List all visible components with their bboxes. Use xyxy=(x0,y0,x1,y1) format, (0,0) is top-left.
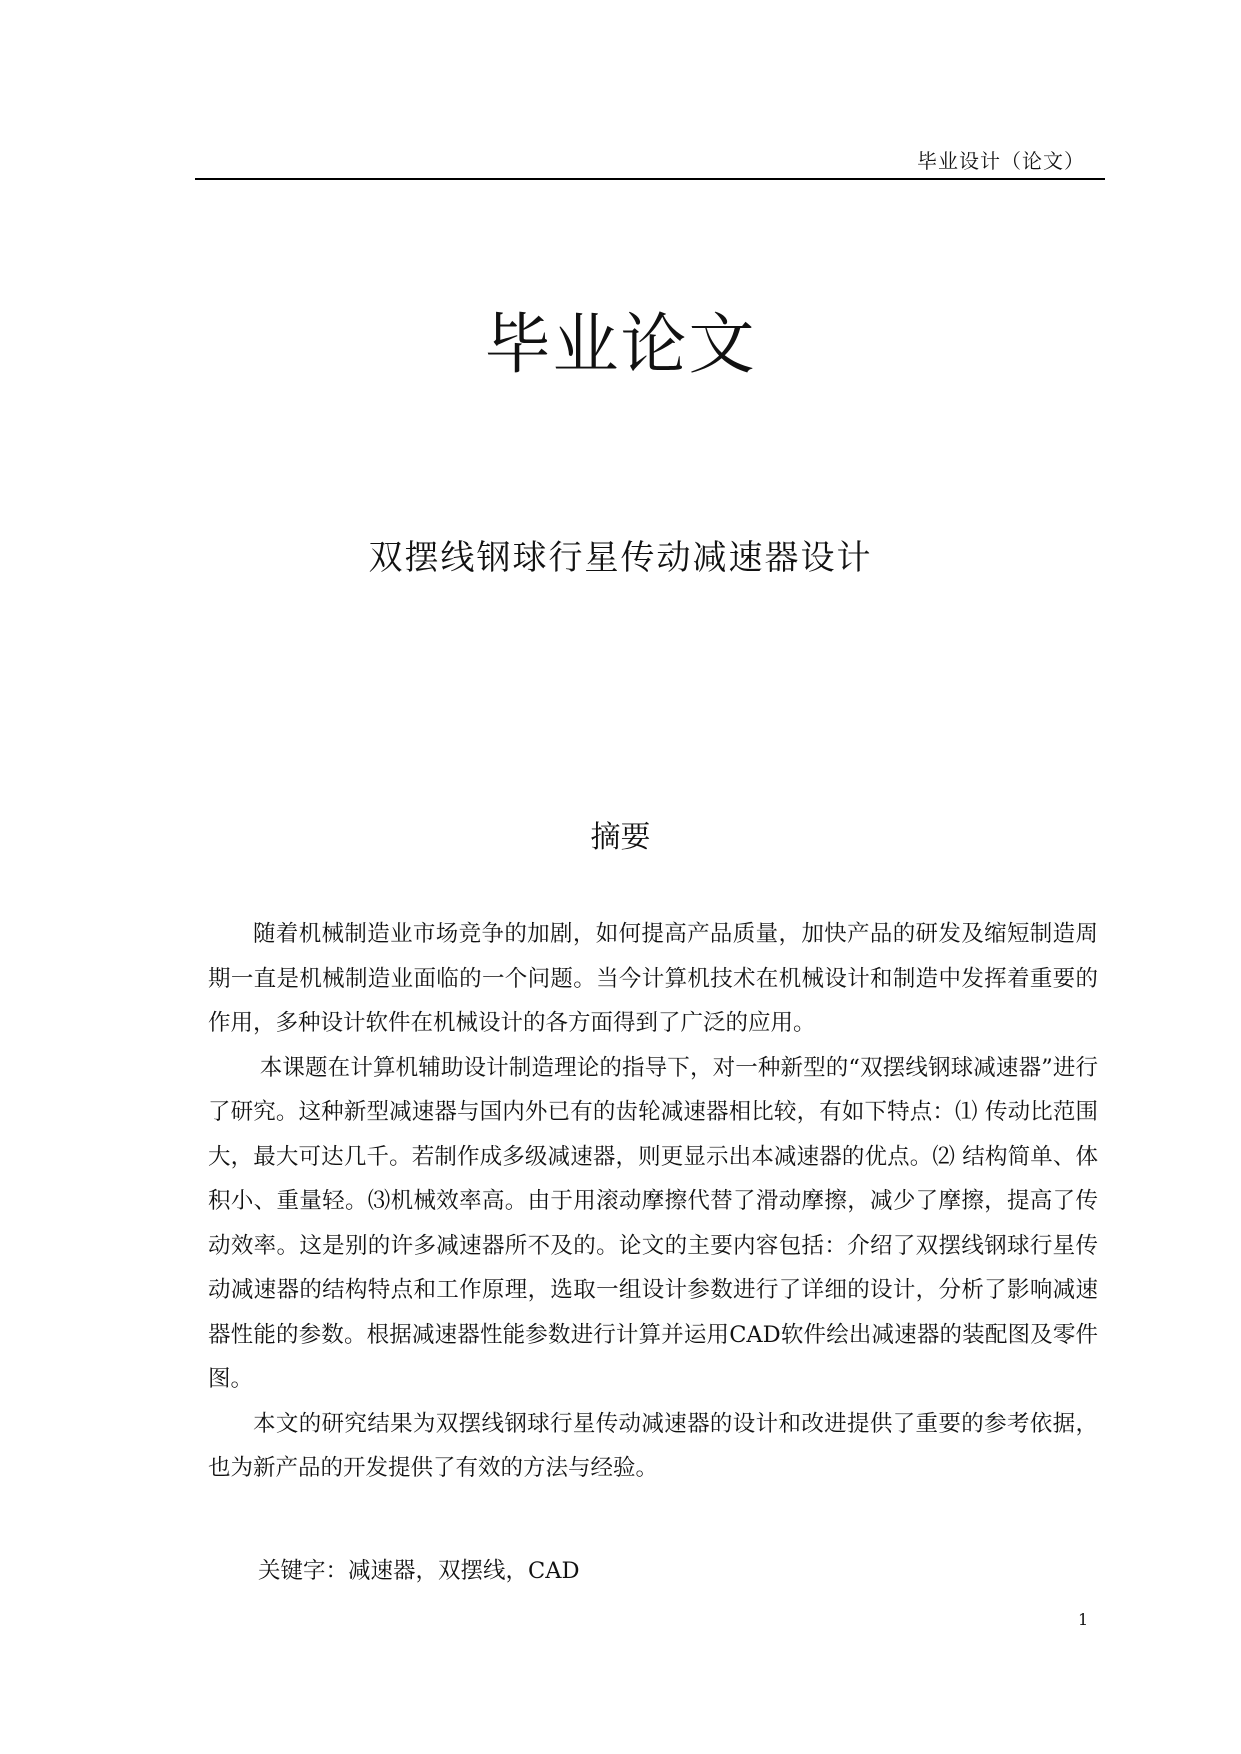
running-header-title: 毕业设计（论文） xyxy=(917,149,1085,173)
abstract-paragraph: 随着机械制造业市场竞争的加剧，如何提高产品质量，加快产品的研发及缩短制造周期一直是机械制造业面临的一个问题。当今计算机技术在机械设计和制造中发挥着重要的作用，多种设计软件在机械设计的各方面得到了广泛的应用。 xyxy=(208,921,1098,1036)
keywords-label: 关键字： xyxy=(258,1558,349,1584)
abstract-heading: 摘要 xyxy=(590,820,651,855)
running-header xyxy=(195,148,1105,180)
keywords-line xyxy=(258,1554,580,1588)
abstract-body xyxy=(208,912,1098,1491)
page-number: 1 xyxy=(1078,1610,1089,1629)
abstract-paragraph: 本文的研究结果为双摆线钢球行星传动减速器的设计和改进提供了重要的参考依据，也为新产品的开发提供了有效的方法与经验。 xyxy=(208,1410,1098,1481)
keywords-value: 减速器，双摆线，CAD xyxy=(348,1558,580,1584)
document-main-title: 毕业论文 xyxy=(484,306,757,383)
thesis-title: 双摆线钢球行星传动减速器设计 xyxy=(368,538,873,578)
abstract-paragraph: 本课题在计算机辅助设计制造理论的指导下，对一种新型的“双摆线钢球减速器”进行了研究。这种新型减速器与国内外已有的齿轮减速器相比较，有如下特点：⑴ 传动比范围大，最大可达几千。若制作成多级减速器，则更显示出本减速器的优点。⑵ 结构简单、体积小、重量轻。⑶机械效率高。由于用滚动摩擦代替了滑动摩擦，减少了摩擦，提高了传动效率。这是别的许多减速器所不及的。论文的主要内容包括：介绍了双摆线钢球行星传动减速器的结构特点和工作原理，选取一组设计参数进行了详细的设计，分析了影响减速器性能的参数。根据减速器性能参数进行计算并运用CAD软件绘出减速器的装配图及零件图。 xyxy=(208,1054,1098,1392)
